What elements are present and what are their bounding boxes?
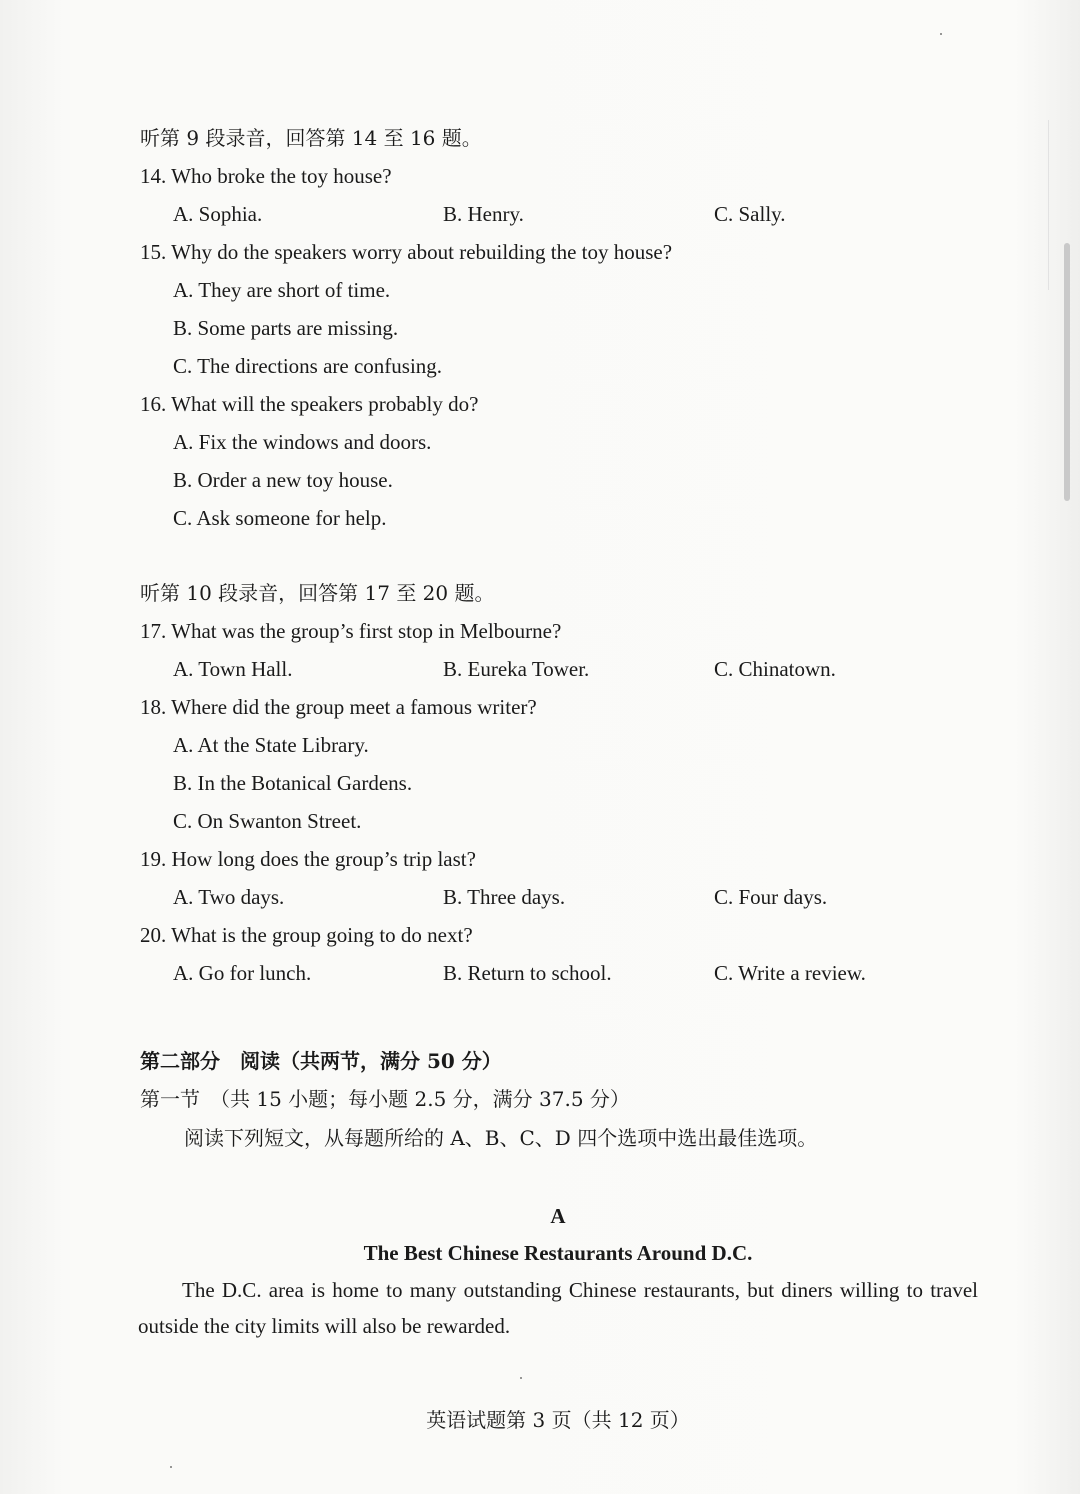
question-14-option-c: C. Sally. <box>714 202 786 226</box>
question-16-option-b: B. Order a new toy house. <box>173 468 393 492</box>
question-15-option-a: A. They are short of time. <box>173 278 391 302</box>
question-14-option-b: B. Henry. <box>443 202 524 226</box>
question-15-option-b: B. Some parts are missing. <box>173 316 399 340</box>
question-15-option-c: C. The directions are confusing. <box>173 354 443 378</box>
part-2-section-1: 第一节 （共 15 小题；每小题 2.5 分，满分 37.5 分） <box>140 1087 630 1111</box>
question-14-option-a: A. Sophia. <box>173 202 263 226</box>
question-16-stem: 16. What will the speakers probably do? <box>140 392 479 416</box>
page-edge-line <box>1048 120 1049 290</box>
question-20-option-b: B. Return to school. <box>443 961 612 985</box>
scan-speck <box>940 33 942 35</box>
question-19-option-b: B. Three days. <box>443 885 566 909</box>
question-17-option-c: C. Chinatown. <box>714 657 836 681</box>
question-19-option-a: A. Two days. <box>173 885 285 909</box>
question-18-stem: 18. Where did the group meet a famous writer? <box>140 695 537 719</box>
scrollbar[interactable] <box>1064 243 1070 501</box>
question-17-option-a: A. Town Hall. <box>173 657 293 681</box>
question-20-stem: 20. What is the group going to do next? <box>140 923 473 947</box>
section-9-header: 听第 9 段录音，回答第 14 至 16 题。 <box>140 126 482 150</box>
question-18-option-c: C. On Swanton Street. <box>173 809 362 833</box>
question-17-option-b: B. Eureka Tower. <box>443 657 590 681</box>
question-14-stem: 14. Who broke the toy house? <box>140 164 392 188</box>
question-19-option-c: C. Four days. <box>714 885 828 909</box>
scan-speck <box>170 1466 172 1468</box>
question-20-option-a: A. Go for lunch. <box>173 961 312 985</box>
question-16-option-a: A. Fix the windows and doors. <box>173 430 432 454</box>
passage-paragraph: The D.C. area is home to many outstanding Chinese restaurants, but diners willing to travel outside the city limits will also be rewarded. <box>138 1278 978 1338</box>
question-19-stem: 19. How long does the group’s trip last? <box>140 847 476 871</box>
page-footer: 英语试题第 3 页（共 12 页） <box>426 1408 690 1432</box>
passage-title: The Best Chinese Restaurants Around D.C. <box>363 1241 753 1265</box>
scan-speck <box>520 1377 522 1379</box>
section-10-header: 听第 10 段录音，回答第 17 至 20 题。 <box>140 581 495 605</box>
question-16-option-c: C. Ask someone for help. <box>173 506 387 530</box>
part-2-instruction: 阅读下列短文，从每题所给的 A、B、C、D 四个选项中选出最佳选项。 <box>184 1126 818 1150</box>
question-17-stem: 17. What was the group’s first stop in Melbourne? <box>140 619 562 643</box>
question-20-option-c: C. Write a review. <box>714 961 866 985</box>
part-2-title: 第二部分 阅读（共两节，满分 50 分） <box>140 1049 502 1073</box>
question-18-option-b: B. In the Botanical Gardens. <box>173 771 413 795</box>
question-15-stem: 15. Why do the speakers worry about rebuilding the toy house? <box>140 240 673 264</box>
question-18-option-a: A. At the State Library. <box>173 733 369 757</box>
passage-letter: A <box>550 1204 566 1228</box>
